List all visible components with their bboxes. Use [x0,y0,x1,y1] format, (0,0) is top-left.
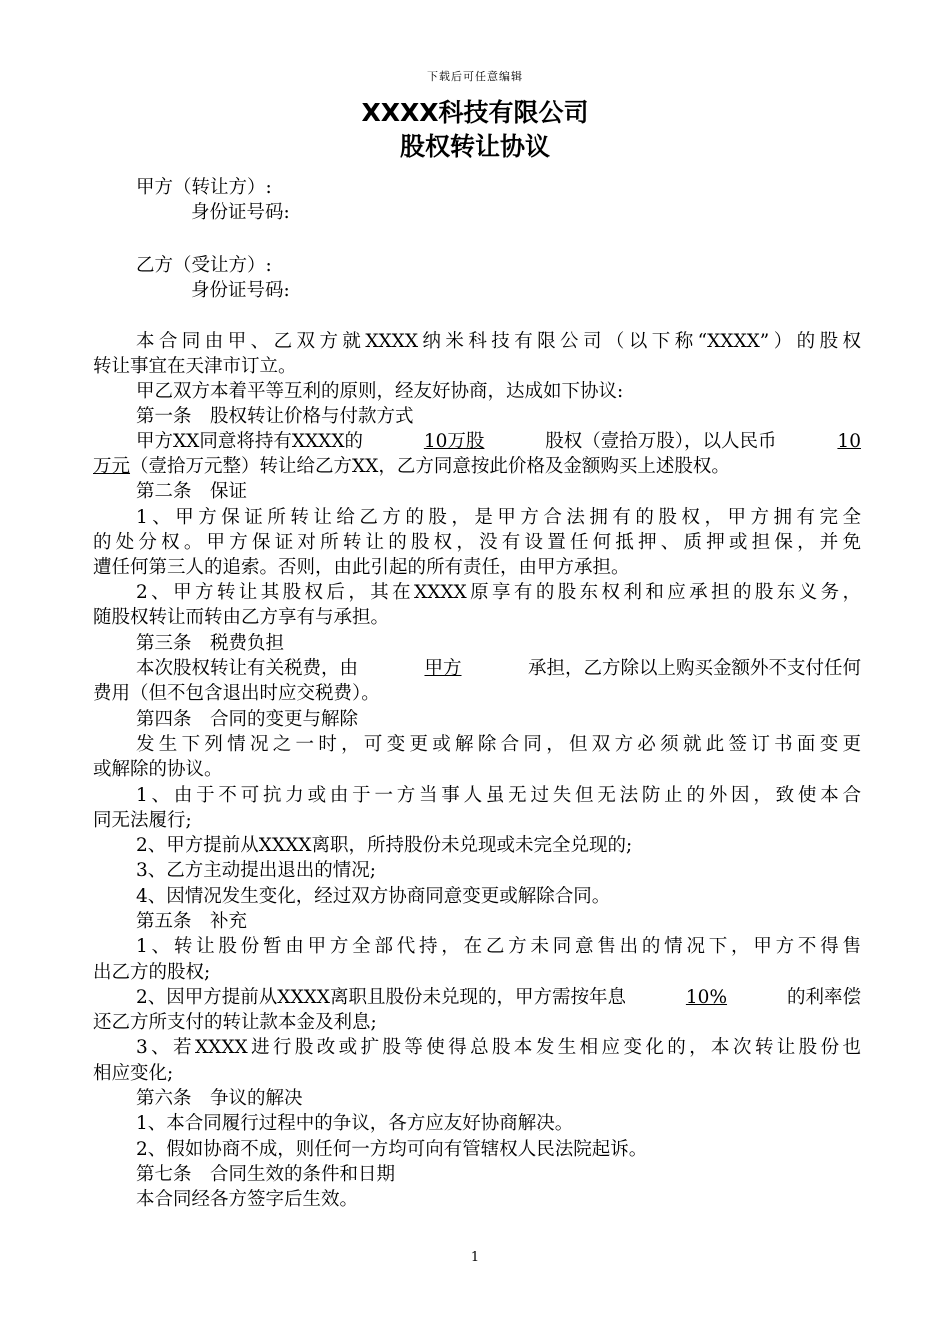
page-number: 1 [470,1250,480,1265]
paragraph-line: 或解除的协议。 [93,759,223,780]
text-span: （壹拾万元整）转让给乙方XX，乙方同意按此价格及金额购买上述股权。 [130,456,730,477]
paragraph-line: 转让事宜在天津市订立。 [93,356,297,377]
paragraph-line: 2、甲方提前从XXXX离职，所持股份未兑现或未完全兑现的; [136,835,633,856]
text-span: 股权（壹拾万股），以人民币 [545,431,777,452]
party-b-id: 身份证号码: [191,280,290,301]
paragraph-line [93,455,730,479]
article-heading: 第七条 合同生效的条件和日期 [136,1164,396,1185]
tax-payer: 甲方 [424,658,462,679]
paragraph-line: 本合同经各方签字后生效。 [136,1189,359,1210]
party-a: 甲方（转让方）: [136,177,272,198]
text-span: 本次股权转让有关税费，由 [136,658,359,679]
paragraph-line: 的处分权。甲方保证对所转让的股权，没有设置任何抵押、质押或担保，并免 [93,532,861,553]
text-span: 甲方XX同意将持有XXXX的 [136,431,364,452]
paragraph-line: 还乙方所支付的转让款本金及利息; [93,1012,377,1033]
paragraph-line: 费用（但不包含退出时应交税费）。 [93,683,380,704]
price-amount: 10 [837,431,861,452]
paragraph-line [136,986,861,1010]
text-span: 的利率偿 [786,987,861,1008]
paragraph-line: 4、因情况发生变化，经过双方协商同意变更或解除合同。 [136,886,611,907]
article-heading: 第三条 税费负担 [136,633,285,654]
document-title-company: XXXX科技有限公司 [361,98,589,127]
text-span: 承担，乙方除以上购买金额外不支付任何 [527,658,861,679]
article-heading: 第六条 争议的解决 [136,1088,303,1109]
paragraph-line [136,657,861,681]
party-a-id: 身份证号码: [191,202,290,223]
paragraph-line: 1、由于不可抗力或由于一方当事人虽无过失但无法防止的外因，致使本合 [136,785,861,806]
party-b: 乙方（受让方）: [136,255,272,276]
paragraph-line: 1、转让股份暂由甲方全部代持，在乙方未同意售出的情况下，甲方不得售 [136,936,861,957]
paragraph-line [136,430,861,454]
paragraph-line: 甲乙双方本着平等互利的原则，经友好协商，达成如下协议: [136,381,624,402]
paragraph-line: 1、本合同履行过程中的争议，各方应友好协商解决。 [136,1113,574,1134]
article-heading: 第五条 补充 [136,911,248,932]
document-title: 股权转让协议 [399,132,550,161]
article-heading: 第四条 合同的变更与解除 [136,709,359,730]
paragraph-line: 相应变化; [93,1063,174,1084]
price-unit: 万元 [93,456,131,477]
paragraph-line: 3、若XXXX进行股改或扩股等使得总股本发生相应变化的，本次转让股份也 [136,1037,861,1058]
paragraph-line: 2、假如协商不成，则任何一方均可向有管辖权人民法院起诉。 [136,1139,648,1160]
paragraph-line: 3、乙方主动提出退出的情况; [136,860,377,881]
paragraph-line: 出乙方的股权; [93,962,211,983]
article-heading: 第二条 保证 [136,481,248,502]
interest-rate: 10% [685,987,728,1008]
paragraph-line: 2、甲方转让其股权后，其在XXXX原享有的股东权利和应承担的股东义务， [136,582,861,603]
paragraph-line: 同无法履行; [93,810,192,831]
paragraph-line: 随股权转让而转由乙方享有与承担。 [93,607,390,628]
paragraph-line: 1、甲方保证所转让给乙方的股，是甲方合法拥有的股权，甲方拥有完全 [136,507,861,528]
paragraph-line: 遭任何第三人的追索。否则，由此引起的所有责任，由甲方承担。 [93,557,630,578]
paragraph-line: 发生下列情况之一时，可变更或解除合同，但双方必须就此签订书面变更 [136,734,861,755]
text-span: 2、因甲方提前从XXXX离职且股份未兑现的，甲方需按年息 [136,987,626,1008]
header-note: 下载后可任意编辑 [427,70,523,83]
paragraph-line: 本合同由甲、乙双方就XXXX纳米科技有限公司（以下称“XXXX”）的股权 [136,331,861,352]
share-amount: 10万股 [423,431,485,452]
article-heading: 第一条 股权转让价格与付款方式 [136,406,414,427]
